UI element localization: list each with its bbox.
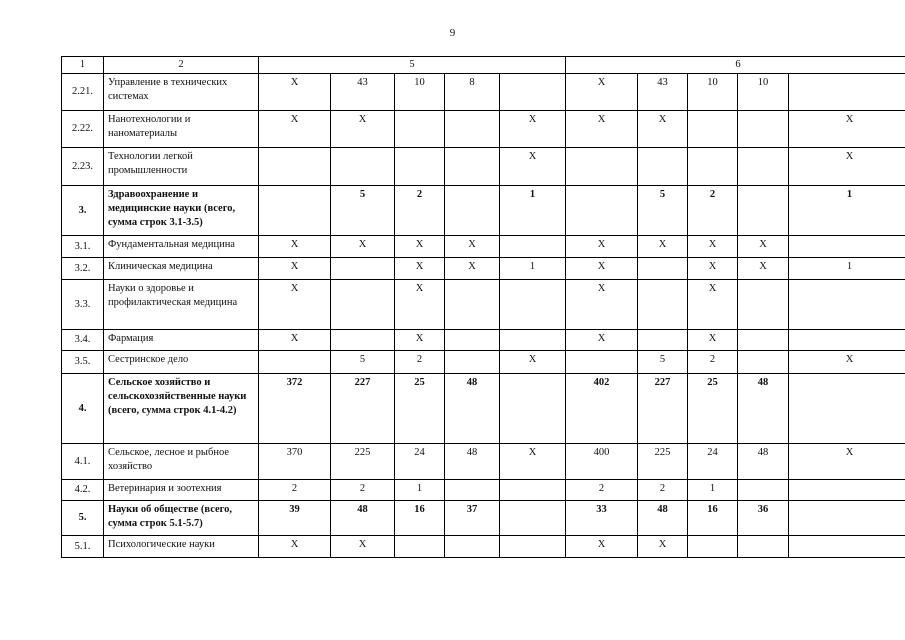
value-cell: X bbox=[500, 351, 566, 374]
value-cell bbox=[331, 148, 395, 186]
row-number: 3.2. bbox=[62, 258, 104, 280]
value-cell bbox=[638, 148, 688, 186]
value-cell bbox=[259, 351, 331, 374]
value-cell bbox=[789, 330, 905, 351]
value-cell: X bbox=[445, 236, 500, 258]
row-number: 2.21. bbox=[62, 74, 104, 111]
value-cell: X bbox=[331, 236, 395, 258]
value-cell: X bbox=[259, 536, 331, 558]
value-cell: X bbox=[331, 536, 395, 558]
value-cell bbox=[566, 351, 638, 374]
table-row bbox=[62, 536, 905, 558]
value-cell bbox=[259, 148, 331, 186]
row-number: 3. bbox=[62, 186, 104, 236]
value-cell: 402 bbox=[566, 374, 638, 444]
value-cell bbox=[789, 280, 905, 330]
value-cell bbox=[738, 148, 789, 186]
value-cell bbox=[445, 480, 500, 501]
table-row bbox=[62, 111, 905, 148]
value-cell: X bbox=[259, 111, 331, 148]
value-cell bbox=[738, 351, 789, 374]
value-cell bbox=[738, 111, 789, 148]
value-cell bbox=[688, 148, 738, 186]
value-cell: 10 bbox=[688, 74, 738, 111]
value-cell bbox=[500, 374, 566, 444]
value-cell bbox=[738, 536, 789, 558]
table-row bbox=[62, 74, 905, 111]
value-cell bbox=[738, 330, 789, 351]
value-cell: 370 bbox=[259, 444, 331, 480]
value-cell: X bbox=[566, 74, 638, 111]
row-number: 4.1. bbox=[62, 444, 104, 480]
value-cell: 5 bbox=[331, 351, 395, 374]
value-cell bbox=[638, 258, 688, 280]
value-cell: 24 bbox=[395, 444, 445, 480]
value-cell: X bbox=[738, 258, 789, 280]
value-cell bbox=[566, 148, 638, 186]
value-cell bbox=[331, 330, 395, 351]
value-cell: X bbox=[259, 330, 331, 351]
value-cell: 43 bbox=[331, 74, 395, 111]
value-cell bbox=[445, 111, 500, 148]
value-cell: 10 bbox=[738, 74, 789, 111]
value-cell: 1 bbox=[500, 186, 566, 236]
table-row bbox=[62, 148, 905, 186]
row-number: 4. bbox=[62, 374, 104, 444]
value-cell bbox=[445, 280, 500, 330]
row-name: Сельское хозяйство и сельскохозяйственные науки (всего, сумма строк 4.1-4.2) bbox=[104, 374, 259, 444]
value-cell: 36 bbox=[738, 501, 789, 536]
row-name: Здравоохранение и медицинские науки (всего, сумма строк 3.1-3.5) bbox=[104, 186, 259, 236]
value-cell bbox=[500, 480, 566, 501]
value-cell: 2 bbox=[395, 186, 445, 236]
value-cell bbox=[500, 280, 566, 330]
value-cell bbox=[445, 536, 500, 558]
table-row bbox=[62, 280, 905, 330]
value-cell: 48 bbox=[638, 501, 688, 536]
row-number: 3.4. bbox=[62, 330, 104, 351]
value-cell: 48 bbox=[445, 374, 500, 444]
statistics-table bbox=[61, 56, 905, 558]
value-cell: 5 bbox=[638, 351, 688, 374]
row-name: Психологические науки bbox=[104, 536, 259, 558]
value-cell: X bbox=[638, 536, 688, 558]
value-cell: X bbox=[566, 111, 638, 148]
value-cell: X bbox=[395, 280, 445, 330]
row-name: Ветеринария и зоотехния bbox=[104, 480, 259, 501]
value-cell: X bbox=[738, 236, 789, 258]
value-cell: 39 bbox=[259, 501, 331, 536]
value-cell: 227 bbox=[331, 374, 395, 444]
row-number: 5. bbox=[62, 501, 104, 536]
value-cell: X bbox=[259, 236, 331, 258]
value-cell bbox=[395, 111, 445, 148]
value-cell: X bbox=[566, 536, 638, 558]
row-name: Технологии легкой промышленности bbox=[104, 148, 259, 186]
value-cell: X bbox=[395, 258, 445, 280]
value-cell bbox=[445, 186, 500, 236]
value-cell: 16 bbox=[395, 501, 445, 536]
row-number: 2.23. bbox=[62, 148, 104, 186]
value-cell: X bbox=[395, 236, 445, 258]
value-cell bbox=[638, 330, 688, 351]
value-cell: 2 bbox=[331, 480, 395, 501]
value-cell: 48 bbox=[331, 501, 395, 536]
value-cell bbox=[445, 330, 500, 351]
value-cell: 2 bbox=[259, 480, 331, 501]
value-cell: 400 bbox=[566, 444, 638, 480]
value-cell: 372 bbox=[259, 374, 331, 444]
header-col-1: 1 bbox=[62, 57, 104, 74]
row-number: 5.1. bbox=[62, 536, 104, 558]
value-cell: 1 bbox=[789, 186, 905, 236]
value-cell bbox=[500, 501, 566, 536]
value-cell: X bbox=[789, 111, 905, 148]
table-row bbox=[62, 330, 905, 351]
value-cell: 2 bbox=[638, 480, 688, 501]
value-cell: X bbox=[789, 148, 905, 186]
value-cell: X bbox=[259, 280, 331, 330]
row-number: 3.5. bbox=[62, 351, 104, 374]
value-cell bbox=[500, 74, 566, 111]
value-cell bbox=[688, 536, 738, 558]
value-cell: 24 bbox=[688, 444, 738, 480]
row-number: 3.1. bbox=[62, 236, 104, 258]
value-cell: 2 bbox=[688, 186, 738, 236]
value-cell: 1 bbox=[688, 480, 738, 501]
table-row bbox=[62, 374, 905, 444]
value-cell: 1 bbox=[500, 258, 566, 280]
value-cell bbox=[789, 536, 905, 558]
row-name: Науки об обществе (всего, сумма строк 5.1-5.7) bbox=[104, 501, 259, 536]
value-cell: X bbox=[789, 444, 905, 480]
value-cell bbox=[500, 536, 566, 558]
value-cell: 8 bbox=[445, 74, 500, 111]
row-name: Науки о здоровье и профилактическая медицина bbox=[104, 280, 259, 330]
value-cell bbox=[738, 280, 789, 330]
value-cell: 5 bbox=[638, 186, 688, 236]
value-cell: X bbox=[566, 258, 638, 280]
value-cell: 48 bbox=[445, 444, 500, 480]
table-row bbox=[62, 258, 905, 280]
value-cell: X bbox=[566, 280, 638, 330]
table-row bbox=[62, 480, 905, 501]
value-cell: X bbox=[500, 111, 566, 148]
value-cell: 10 bbox=[395, 74, 445, 111]
value-cell: X bbox=[395, 330, 445, 351]
value-cell: 225 bbox=[638, 444, 688, 480]
value-cell bbox=[395, 536, 445, 558]
value-cell bbox=[259, 186, 331, 236]
value-cell bbox=[395, 148, 445, 186]
value-cell: 5 bbox=[331, 186, 395, 236]
value-cell bbox=[688, 111, 738, 148]
value-cell: X bbox=[566, 236, 638, 258]
page-number: 9 bbox=[449, 27, 456, 39]
header-col-2: 2 bbox=[104, 57, 259, 74]
value-cell: X bbox=[688, 236, 738, 258]
value-cell: 43 bbox=[638, 74, 688, 111]
row-number: 2.22. bbox=[62, 111, 104, 148]
value-cell: X bbox=[789, 351, 905, 374]
value-cell: 37 bbox=[445, 501, 500, 536]
value-cell bbox=[789, 501, 905, 536]
table-header-row bbox=[62, 57, 905, 74]
value-cell bbox=[789, 480, 905, 501]
table-row bbox=[62, 186, 905, 236]
row-name: Сестринское дело bbox=[104, 351, 259, 374]
value-cell: 16 bbox=[688, 501, 738, 536]
value-cell bbox=[738, 186, 789, 236]
value-cell: X bbox=[331, 111, 395, 148]
value-cell bbox=[566, 186, 638, 236]
value-cell bbox=[789, 74, 905, 111]
value-cell: 48 bbox=[738, 374, 789, 444]
table-row bbox=[62, 501, 905, 536]
value-cell: 1 bbox=[789, 258, 905, 280]
row-name: Нанотехнологии и наноматериалы bbox=[104, 111, 259, 148]
value-cell: X bbox=[259, 258, 331, 280]
table-row bbox=[62, 351, 905, 374]
row-name: Сельское, лесное и рыбное хозяйство bbox=[104, 444, 259, 480]
row-number: 3.3. bbox=[62, 280, 104, 330]
value-cell bbox=[331, 258, 395, 280]
value-cell bbox=[789, 236, 905, 258]
value-cell: 2 bbox=[395, 351, 445, 374]
value-cell: X bbox=[445, 258, 500, 280]
value-cell: X bbox=[638, 236, 688, 258]
value-cell: X bbox=[688, 330, 738, 351]
value-cell bbox=[500, 236, 566, 258]
value-cell: X bbox=[566, 330, 638, 351]
value-cell: 227 bbox=[638, 374, 688, 444]
value-cell bbox=[738, 480, 789, 501]
value-cell: 33 bbox=[566, 501, 638, 536]
row-name: Фармация bbox=[104, 330, 259, 351]
table-row bbox=[62, 236, 905, 258]
value-cell: 48 bbox=[738, 444, 789, 480]
value-cell bbox=[445, 148, 500, 186]
value-cell: X bbox=[688, 258, 738, 280]
value-cell: X bbox=[500, 444, 566, 480]
value-cell bbox=[789, 374, 905, 444]
value-cell bbox=[445, 351, 500, 374]
value-cell: X bbox=[500, 148, 566, 186]
value-cell bbox=[500, 330, 566, 351]
value-cell: 1 bbox=[395, 480, 445, 501]
value-cell: 225 bbox=[331, 444, 395, 480]
row-name: Фундаментальная медицина bbox=[104, 236, 259, 258]
table-row bbox=[62, 444, 905, 480]
row-name: Управление в технических системах bbox=[104, 74, 259, 111]
row-number: 4.2. bbox=[62, 480, 104, 501]
value-cell bbox=[331, 280, 395, 330]
value-cell: 2 bbox=[566, 480, 638, 501]
value-cell: 25 bbox=[395, 374, 445, 444]
value-cell bbox=[638, 280, 688, 330]
value-cell: X bbox=[688, 280, 738, 330]
header-group-5: 5 bbox=[259, 57, 566, 74]
value-cell: 25 bbox=[688, 374, 738, 444]
value-cell: X bbox=[259, 74, 331, 111]
value-cell: 2 bbox=[688, 351, 738, 374]
header-group-6: 6 bbox=[566, 57, 905, 74]
value-cell: X bbox=[638, 111, 688, 148]
row-name: Клиническая медицина bbox=[104, 258, 259, 280]
